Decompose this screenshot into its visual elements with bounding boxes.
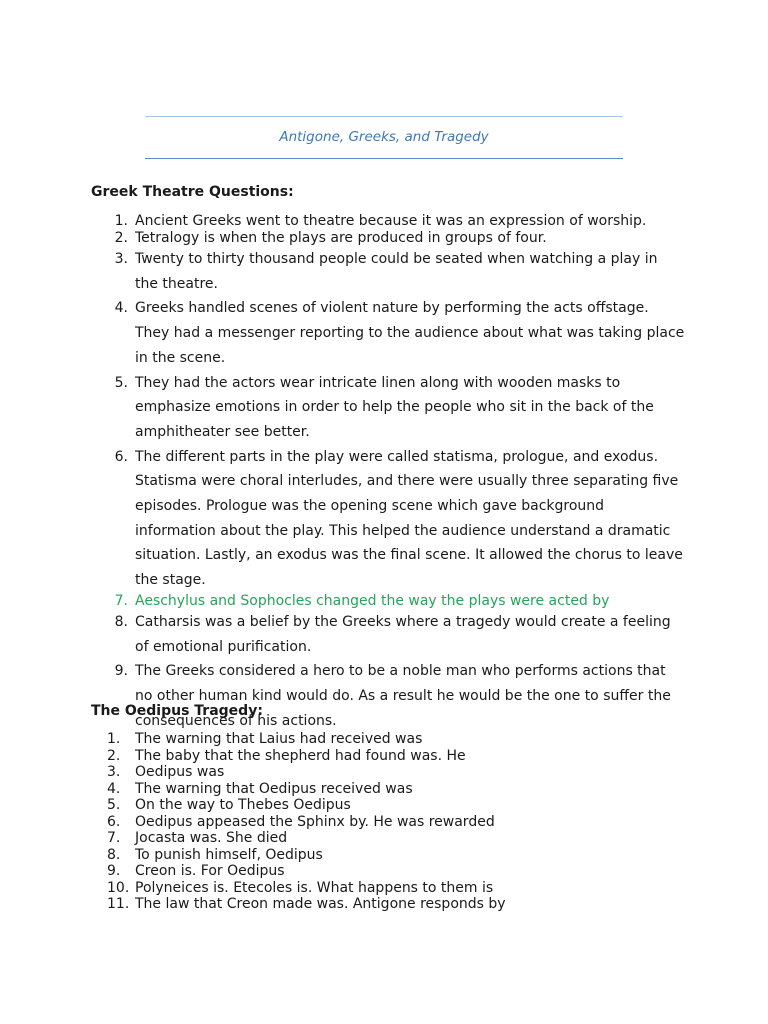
item-text: The law that Creon made was. Antigone responds by [135, 896, 506, 912]
title-rule-top [145, 116, 623, 117]
item-number: 9. [114, 663, 128, 680]
item-number: 2. [107, 747, 121, 764]
list-item [91, 764, 691, 781]
oedipus-question-list [91, 731, 691, 913]
item-number: 3. [114, 251, 128, 267]
item-text-line: situation. Lastly, an exodus was the final scene. It allowed the chorus to leave [135, 547, 683, 564]
item-number: 4. [107, 780, 121, 797]
item-number: 1. [114, 213, 128, 229]
item-text: Polyneices is. Etecoles is. What happens to them is [135, 879, 494, 896]
title-rule-bottom [145, 158, 623, 159]
list-item [91, 863, 691, 880]
item-text: Jocasta was. She died [135, 830, 288, 846]
item-text-line: amphitheater see better. [135, 423, 310, 440]
item-text: Tetralogy is when the plays are produced in groups of four. [135, 230, 547, 246]
list-item [91, 247, 691, 296]
item-text: Oedipus was [135, 764, 225, 780]
item-text-line: the stage. [135, 572, 206, 589]
list-item [91, 814, 691, 831]
item-text-line: Greeks handled scenes of violent nature by performing the acts offstage. [135, 300, 649, 317]
section-heading-oedipus: The Oedipus Tragedy: [91, 703, 263, 719]
item-text: The baby that the shepherd had found was. He [135, 747, 466, 764]
item-number: 1. [107, 731, 121, 747]
list-item [91, 847, 691, 864]
item-number: 2. [114, 230, 128, 246]
list-item [91, 896, 691, 913]
list-item-highlighted [91, 593, 691, 610]
greek-theatre-section [91, 183, 691, 733]
item-text-line: emphasize emotions in order to help the people who sit in the back of the [135, 399, 654, 416]
list-item [91, 213, 691, 230]
list-item [91, 797, 691, 814]
item-text-line: Statisma were choral interludes, and there were usually three separating five [135, 473, 679, 490]
item-text: Ancient Greeks went to theatre because it was an expression of worship. [135, 213, 647, 229]
item-text-line: the theatre. [135, 275, 218, 292]
item-number: 5. [114, 374, 128, 391]
list-item [91, 830, 691, 847]
item-number: 6. [107, 813, 121, 830]
oedipus-section [91, 702, 691, 913]
item-text-line: in the scene. [135, 349, 226, 366]
list-item [91, 371, 691, 445]
item-number: 3. [107, 764, 121, 780]
item-text: The warning that Laius had received was [135, 731, 423, 747]
item-number: 8. [107, 846, 121, 863]
document-title: Antigone, Greeks, and Tragedy [279, 129, 489, 145]
item-number: 9. [107, 863, 121, 879]
list-item [91, 781, 691, 798]
greek-theatre-question-list [91, 213, 691, 733]
item-number: 4. [114, 300, 128, 317]
item-text-line: The Greeks considered a hero to be a noble man who performs actions that [135, 663, 666, 680]
item-text-line: episodes. Prologue was the opening scene which gave background [135, 498, 605, 515]
item-text: Creon is. For Oedipus [135, 863, 285, 879]
item-text: Aeschylus and Sophocles changed the way the plays were acted by [135, 592, 610, 609]
section-heading-greek-theatre: Greek Theatre Questions: [91, 184, 294, 200]
list-item [91, 610, 691, 659]
item-number: 6. [114, 448, 128, 465]
list-item [91, 880, 691, 897]
list-item [91, 230, 691, 247]
item-text-line: consequences of his actions. [135, 712, 337, 729]
item-text: To punish himself, Oedipus [135, 846, 323, 863]
item-number: 7. [114, 592, 128, 609]
list-item [91, 296, 691, 370]
item-number: 8. [114, 613, 128, 630]
item-text-line: They had a messenger reporting to the audience about what was taking place [135, 325, 685, 342]
item-text-line: of emotional purification. [135, 638, 312, 655]
item-number: 7. [107, 830, 121, 846]
item-text: The warning that Oedipus received was [135, 780, 413, 797]
list-item [91, 445, 691, 593]
item-number: 5. [107, 797, 121, 813]
list-item [91, 748, 691, 765]
item-text-line: Catharsis was a belief by the Greeks where a tragedy would create a feeling [135, 613, 671, 630]
item-text-line: Twenty to thirty thousand people could be seated when watching a play in [135, 251, 658, 267]
list-item [91, 731, 691, 748]
item-text-line: They had the actors wear intricate linen along with wooden masks to [135, 374, 621, 391]
item-number: 11. [107, 896, 130, 912]
item-text-line: The different parts in the play were called statisma, prologue, and exodus. [135, 448, 659, 465]
item-text-line: information about the play. This helped the audience understand a dramatic [135, 522, 671, 539]
title-block [145, 116, 623, 159]
item-text-line: no other human kind would do. As a result he would be the one to suffer the [135, 687, 671, 704]
item-text: Oedipus appeased the Sphinx by. He was rewarded [135, 813, 495, 830]
item-text: On the way to Thebes Oedipus [135, 797, 351, 813]
item-number: 10. [107, 879, 130, 896]
